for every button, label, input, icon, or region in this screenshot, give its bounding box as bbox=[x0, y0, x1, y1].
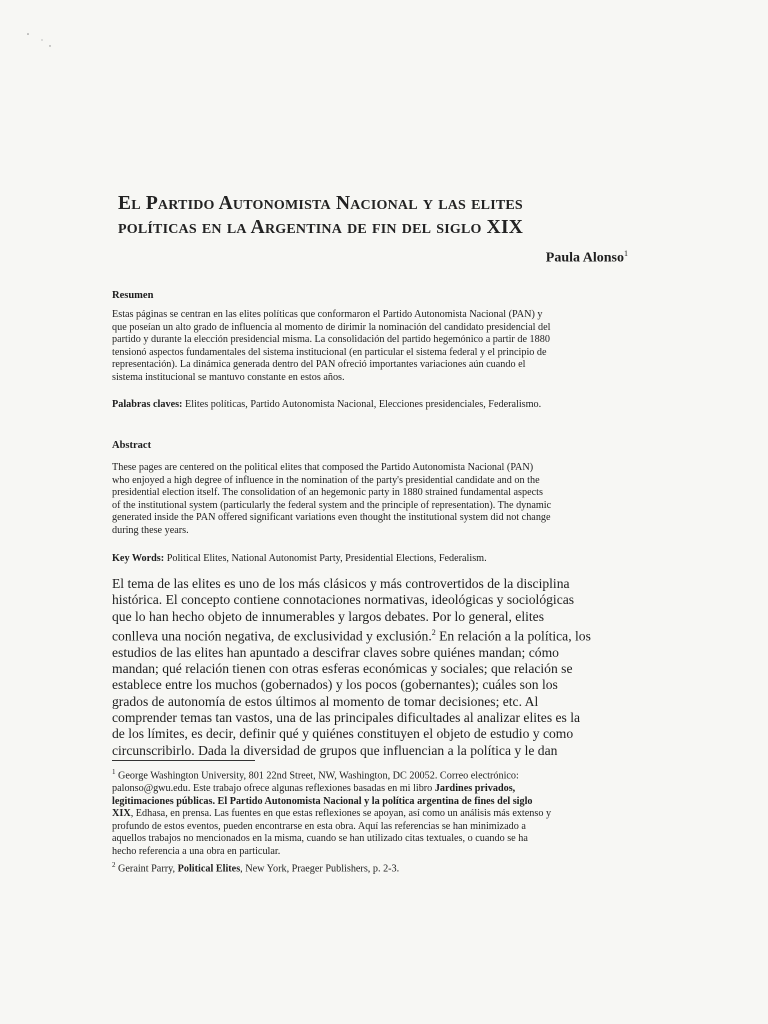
title-line-1: El Partido Autonomista Nacional y las elites bbox=[118, 193, 523, 214]
title-line-2: políticas en la Argentina de fin del siglo XIX bbox=[118, 217, 524, 238]
keywords-text: Elites políticas, Partido Autonomista Nacional, Elecciones presidenciales, Federalismo. bbox=[185, 399, 542, 410]
body-line-text: conlleva una noción negativa, de exclusividad y exclusión. bbox=[112, 628, 432, 644]
abstract-paragraph bbox=[112, 462, 652, 538]
footnote-1-book-title: Jardines privados, bbox=[434, 782, 516, 794]
body-paragraph bbox=[112, 576, 657, 759]
scan-specks bbox=[20, 20, 80, 60]
body-line: estudios de las elites han apuntado a descifrar claves sobre quiénes mandan; cómo bbox=[112, 644, 559, 660]
resumen-heading: Resumen bbox=[112, 290, 154, 301]
body-line: de los límites, es decir, definir qué y quiénes constituyen el objeto de estudio y como bbox=[112, 726, 574, 742]
body-line: circunscribirlo. Dada la diversidad de grupos que influencian a la política y le dan bbox=[112, 742, 558, 758]
footnote-1-text: , Edhasa, en prensa. Las fuentes en que estas reflexiones se apoyan, así como un análisis más extenso y bbox=[130, 808, 552, 820]
resumen-line: Estas páginas se centran en las elites políticas que conformaron el Partido Autonomista Nacional (PAN) y bbox=[112, 309, 543, 320]
footnote-1-line bbox=[112, 766, 657, 783]
footnote-2-text: , New York, Praeger Publishers, p. 2-3. bbox=[240, 862, 400, 874]
resumen-line: representación). La dinámica generada dentro del PAN ofreció importantes variaciones aún cuando el bbox=[112, 359, 526, 371]
abstract-line: during these years. bbox=[112, 524, 189, 536]
footnote-1-line bbox=[112, 808, 657, 821]
footnote-2-book-title: Political Elites bbox=[177, 862, 241, 874]
footnote-1-mark: 1 bbox=[112, 768, 116, 776]
footnote-mark-2[interactable]: 2 bbox=[431, 627, 436, 637]
footnote-2-line bbox=[112, 859, 657, 876]
abstract-line: presidential election itself. The consolidation of an hegemonic party in 1880 strained fundamental aspects bbox=[112, 487, 543, 499]
resumen-keywords bbox=[112, 399, 541, 410]
abstract-line: of the institutional system (particularly the federal system and the principle of representation). The dynamic bbox=[112, 499, 552, 511]
footnote-divider bbox=[112, 760, 255, 761]
abstract-line: generated inside the PAN offered significant variations even thought the institutional system did not change bbox=[112, 512, 551, 524]
resumen-line: que poseían un alto grado de influencia al momento de dirimir la nominación del candidato presidencial del bbox=[112, 321, 551, 333]
footnote-1-text: palonso@gwu.edu. Este trabajo ofrece algunas reflexiones basadas en mi libro bbox=[112, 782, 435, 794]
body-line bbox=[112, 625, 657, 645]
footnote-2-text: Geraint Parry, bbox=[118, 862, 178, 874]
resumen-line: sistema institucional se mantuvo constante en estos años. bbox=[112, 371, 345, 383]
resumen-line: partido y durante la elección presidencial misma. La consolidación del partido hegemónico a partir de 1880 bbox=[112, 334, 550, 346]
author-name bbox=[546, 249, 628, 267]
body-line: establece entre los muchos (gobernados) y los pocos (gobernantes); cuáles son los bbox=[112, 677, 558, 693]
body-line: grados de autonomía de estos últimos al momento de tomar decisiones; etc. Al bbox=[112, 693, 539, 709]
footnote-1-book-title: legitimaciones públicas. El Partido Autonomista Nacional y la política argentina de fines del siglo bbox=[112, 795, 533, 807]
footnote-1-line bbox=[112, 796, 657, 809]
body-line: comprender temas tan vastos, una de las principales dificultades al analizar elites es la bbox=[112, 709, 581, 725]
body-line: que lo han hecho objeto de innumerables y largos debates. Por lo general, elites bbox=[112, 608, 544, 624]
footnote-1-line: profundo de estos eventos, pueden encontrarse en esta obra. Aquí las referencias se han minimizado a bbox=[112, 820, 526, 832]
footnote-1-line: aquellos trabajos no mencionados en la misma, cuando se han utilizado citas textuales, o cuando se ha bbox=[112, 833, 528, 845]
abstract-line: who enjoyed a high degree of influence in the nomination of the party's presidential candidate and on the bbox=[112, 474, 540, 486]
author-footnote-mark[interactable]: 1 bbox=[624, 249, 628, 258]
abstract-heading: Abstract bbox=[112, 440, 152, 451]
footnote-1-book-title: XIX bbox=[112, 808, 131, 820]
article-title bbox=[118, 192, 648, 240]
resumen-line: tensionó aspectos fundamentales del sistema institucional (en particular el sistema federal y el principio de bbox=[112, 346, 547, 358]
keywords-label: Palabras claves: bbox=[112, 399, 183, 410]
author-text: Paula Alonso bbox=[545, 250, 624, 266]
footnote-2-mark: 2 bbox=[112, 860, 116, 869]
abstract-keywords bbox=[112, 553, 487, 564]
resumen-paragraph bbox=[112, 309, 652, 385]
abstract-line: These pages are centered on the political elites that composed the Partido Autonomista Nacional (PAN) bbox=[112, 462, 534, 473]
footnote-1-line: hecho referencia a una obra en particular. bbox=[112, 845, 281, 857]
keywords-text: Political Elites, National Autonomist Party, Presidential Elections, Federalism. bbox=[166, 553, 487, 564]
body-line: El tema de las elites es uno de los más clásicos y más controvertidos de la disciplina bbox=[112, 576, 570, 591]
footnote-1-text: George Washington University, 801 22nd Street, NW, Washington, DC 20052. Correo electrónico: bbox=[118, 770, 519, 782]
footnotes bbox=[112, 766, 657, 876]
footnote-1-line bbox=[112, 783, 657, 796]
body-line: histórica. El concepto contiene connotaciones normativas, ideológicas y sociológicas bbox=[112, 592, 575, 608]
keywords-label: Key Words: bbox=[112, 553, 165, 564]
body-line-tail: En relación a la política, los bbox=[435, 628, 591, 644]
body-line: mandan; qué relación tienen con otras esferas económicas y sociales; que relación se bbox=[112, 661, 573, 677]
